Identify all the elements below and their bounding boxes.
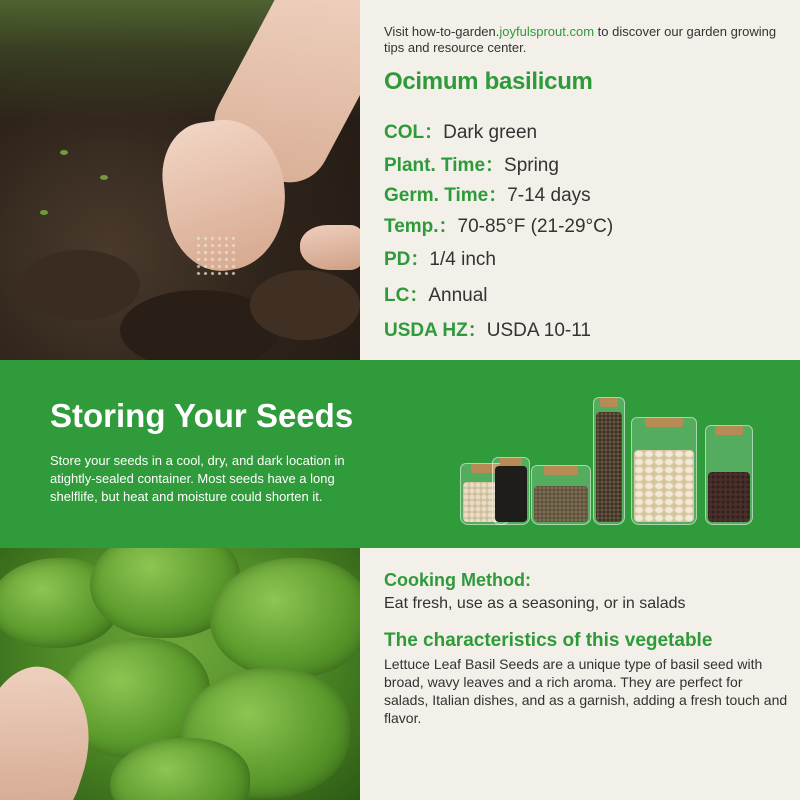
characteristics-title: The characteristics of this vegetable — [384, 630, 713, 651]
seed-jar — [531, 465, 591, 525]
soil-clod — [250, 270, 360, 340]
attribute-value: 1/4 inch — [429, 249, 496, 270]
attribute-value: 7-14 days — [507, 185, 591, 206]
attribute-value: Annual — [428, 285, 488, 306]
seed-jar — [631, 417, 697, 525]
attribute-planting-depth — [384, 244, 496, 271]
visit-prefix: Visit how-to-garden. — [384, 24, 500, 39]
soil-hand-photo — [0, 0, 360, 360]
attribute-usda-zone — [384, 315, 591, 342]
attribute-value: USDA 10-11 — [486, 320, 591, 341]
attribute-key: Plant. Time： — [384, 155, 505, 176]
seed-jar — [492, 457, 530, 525]
top-section — [0, 0, 800, 360]
jar-seeds — [634, 450, 694, 522]
jar-cork — [645, 417, 683, 427]
soil-clod — [20, 250, 140, 320]
storing-band — [0, 360, 800, 548]
visit-notice — [384, 24, 784, 56]
website-link[interactable]: joyfulsprout.com — [499, 24, 595, 39]
bottom-section — [0, 548, 800, 800]
sprout — [100, 175, 108, 180]
storing-title: Storing Your Seeds — [50, 397, 354, 434]
attribute-key: LC： — [384, 285, 429, 306]
plant-info — [384, 24, 784, 96]
attribute-value: Spring — [504, 155, 559, 176]
attribute-key: Temp.： — [384, 216, 458, 237]
seed-jars-photo — [455, 385, 765, 525]
attribute-key: USDA HZ： — [384, 320, 487, 341]
jar-cork — [600, 397, 618, 407]
attribute-value: Dark green — [443, 122, 538, 143]
attribute-life-cycle — [384, 280, 488, 307]
jar-cork — [715, 425, 743, 435]
second-hand — [300, 225, 360, 270]
attribute-value: 70-85°F (21-29°C) — [457, 216, 614, 237]
jar-seeds — [534, 486, 588, 522]
cooking-text: Eat fresh, use as a seasoning, or in salads — [384, 595, 686, 612]
sprout — [60, 150, 68, 155]
species-name: Ocimum basilicum — [384, 68, 593, 95]
sprout — [40, 210, 48, 215]
attribute-color — [384, 117, 537, 144]
falling-seeds — [195, 235, 235, 275]
attribute-key: PD： — [384, 249, 430, 270]
attribute-temperature — [384, 211, 613, 238]
jar-seeds — [708, 472, 750, 522]
seed-jar — [593, 397, 625, 525]
jar-seeds — [596, 412, 622, 522]
seed-jar — [705, 425, 753, 525]
visit-suffix: to discover our garden growing tips and resource center. — [384, 24, 777, 55]
basil-leaves-photo — [0, 548, 360, 800]
characteristics-text: Lettuce Leaf Basil Seeds are a unique type of basil seed with broad, wavy leaves and a rich aroma. They are perfect for salads, Italian dishes, and as a garnish, adding a fresh touch and flavor. — [384, 656, 788, 726]
jar-seeds — [495, 466, 527, 522]
storing-text: Store your seeds in a cool, dry, and dark location in atightly-sealed container. Most seeds have a long shelflife, but heat and moisture could shorten it. — [50, 453, 345, 504]
attribute-germ-time — [384, 180, 591, 207]
attribute-plant-time — [384, 150, 559, 177]
cooking-title: Cooking Method: — [384, 570, 531, 590]
attribute-key: Germ. Time： — [384, 185, 508, 206]
attribute-key: COL： — [384, 122, 444, 143]
jar-cork — [544, 465, 579, 475]
